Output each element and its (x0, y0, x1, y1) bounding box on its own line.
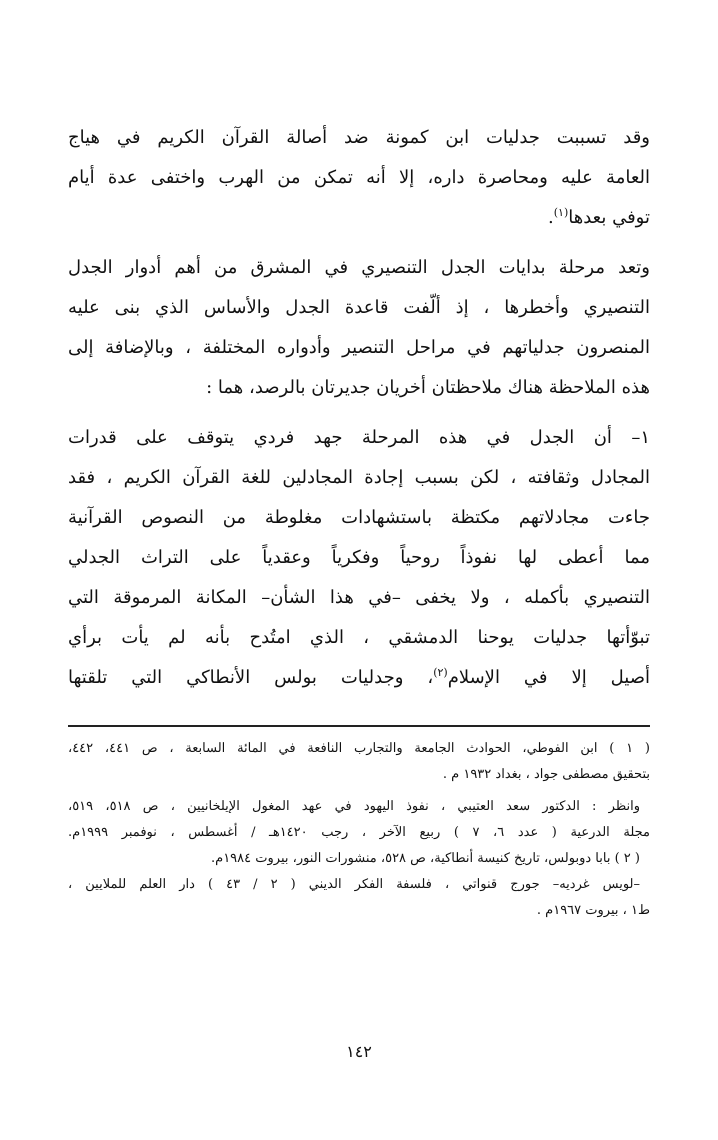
text-fragment: أصيل إلا في الإسلام (447, 667, 650, 688)
text-line: جاءت مجادلاتهم مكتظة باستشهادات مغلوطة من النصوص القرآنية (68, 507, 650, 528)
text-line: المجادل وثقافته ، لكن بسبب إجادة المجادلين للغة القرآن الكريم ، فقد (68, 467, 650, 488)
text-line (68, 658, 650, 698)
text-fragment: . (547, 207, 554, 228)
page-number: ١٤٢ (346, 1042, 372, 1061)
footnote-line: ( ٢ ) بابا دوبولس، تاريخ كنيسة أنطاكية، ص ٥٢٨، منشورات النور، بيروت ١٩٨٤م. (211, 851, 640, 866)
text-line: تبوّأتها جدليات يوحنا الدمشقي ، الذي امتُدح بأنه لم يأت برأي (68, 627, 650, 648)
text-line: التنصيري بأكمله ، ولا يخفى –في هذا الشأن– المكانة المرموقة التي (68, 587, 650, 608)
text-line: وتعد مرحلة بدايات الجدل التنصيري في المشرق من أهم أدوار الجدل (68, 257, 650, 278)
text-fragment: توفي بعدها (568, 207, 650, 228)
footnote-line: وانظر : الدكتور سعد العتيبي ، نفوذ اليهود في عهد المغول الإيلخانيين ، ص ٥١٨، ٥١٩، (68, 799, 641, 814)
main-text (68, 118, 650, 698)
text-fragment: ، وجدليات بولس الأنطاكي التي تلقتها (68, 667, 434, 688)
text-line: المنصرون جدلياتهم في مراحل التنصير وأدواره المختلفة ، وبالإضافة إلى (68, 337, 650, 358)
text-line: مما أعطى لها نفوذاً روحياً وفكرياً وعقدياً على التراث الجدلي (68, 547, 650, 568)
footnote-line: ط١ ، بيروت ١٩٦٧م . (536, 903, 650, 918)
text-line (68, 198, 650, 238)
footnote-line: مجلة الدرعية ( عدد ٦، ٧ ) ربيع الآخر ، رجب ١٤٢٠هـ / أغسطس ، نوفمبر ١٩٩٩م. (68, 825, 650, 840)
footnote-line: ( ١ ) ابن الفوطي، الحوادث الجامعة والتجارب النافعة في المائة السابعة ، ص ٤٤١، ٤٤٢، (68, 741, 650, 756)
text-line: التنصيري وأخطرها ، إذ ألّفت قاعدة الجدل والأساس الذي بنى عليه (68, 297, 650, 318)
footnote-divider (68, 725, 650, 727)
footnote-ref: (١) (553, 206, 569, 219)
text-line: العامة عليه ومحاصرة داره، إلا أنه تمكن من الهرب واختفى عدة أيام (68, 167, 650, 188)
paragraph-2 (68, 248, 650, 408)
footnote-line: بتحقيق مصطفى جواد ، بغداد ١٩٣٢ م . (442, 767, 650, 782)
footnote-ref: (٢) (433, 666, 448, 679)
footnote-line: –لويس غرديه– جورج قنواتي ، فلسفة الفكر الديني ( ٢ / ٤٣ ) دار العلم للملايين ، (68, 877, 640, 892)
paragraph-1 (68, 118, 650, 238)
text-line: وقد تسببت جدليات ابن كمونة ضد أصالة القرآن الكريم في هياج (68, 127, 650, 148)
text-line: ١– أن الجدل في هذه المرحلة جهد فردي يتوقف على قدرات (68, 427, 650, 448)
text-line: هذه الملاحظة هناك ملاحظتان أخريان جديرتان بالرصد، هما : (206, 377, 650, 398)
footnotes (68, 736, 650, 924)
paragraph-3 (68, 418, 650, 698)
